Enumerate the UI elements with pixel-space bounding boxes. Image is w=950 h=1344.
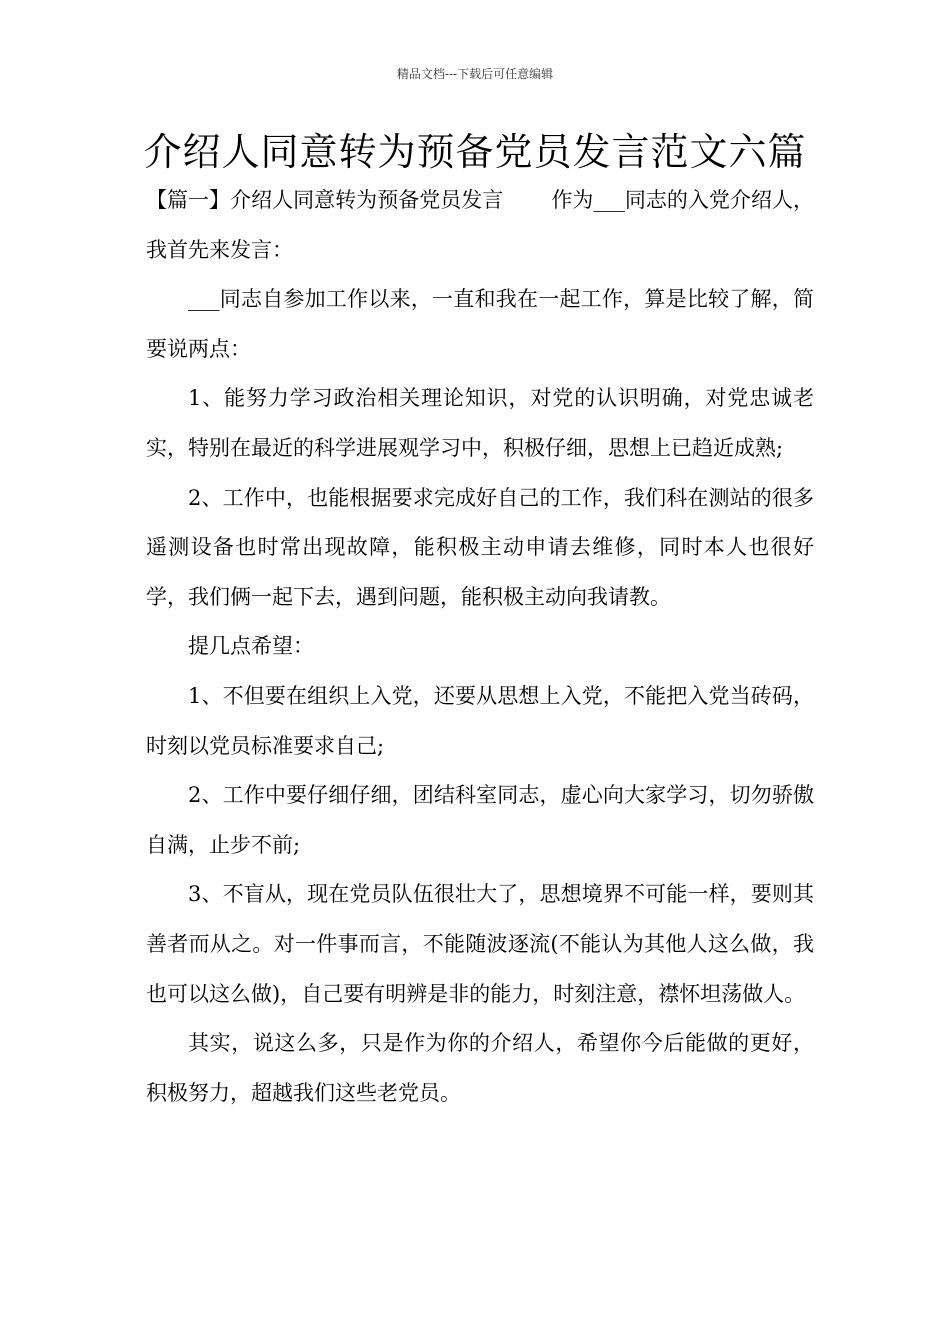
page-header-note: 精品文档---下载后可任意编辑 [396, 67, 554, 81]
paragraph: 3、不盲从，现在党员队伍很壮大了，思想境界不可能一样，要则其善者而从之。对一件事而言，不能随波逐流(不能认为其他人这么做，我也可以这么做)，自己要有明辨是非的能力，时刻注意，襟怀坦荡做人。 [146, 882, 814, 1006]
paragraph: ___同志自参加工作以来，一直和我在一起工作，算是比较了解，简要说两点： [146, 287, 814, 361]
paragraph: 其实，说这么多，只是作为你的介绍人，希望你今后能做的更好，积极努力，超越我们这些老党员。 [146, 1031, 814, 1105]
paragraph: 1、能努力学习政治相关理论知识，对党的认识明确，对党忠诚老实，特别在最近的科学进展观学习中，积极仔细，思想上已趋近成熟; [146, 386, 814, 460]
paragraph: 2、工作中，也能根据要求完成好自己的工作，我们科在测站的很多遥测设备也时常出现故障，能积极主动申请去维修，同时本人也很好学，我们俩一起下去，遇到问题，能积极主动向我请教。 [146, 485, 814, 609]
section-intro-paragraph [146, 176, 814, 275]
paragraph: 2、工作中要仔细仔细，团结科室同志，虚心向大家学习，切勿骄傲自满，止步不前; [146, 783, 814, 857]
paragraph: 提几点希望： [188, 634, 314, 659]
document-body [146, 176, 814, 1118]
section-intro-text: 作为___同志的入党介绍人，我首先来发言： [146, 188, 815, 262]
section-label: 【篇一】介绍人同意转为预备党员发言 [146, 188, 504, 212]
paragraph: 1、不但要在组织上入党，还要从思想上入党，不能把入党当砖码，时刻以党员标准要求自己; [146, 683, 814, 758]
document-title: 介绍人同意转为预备党员发言范文六篇 [143, 130, 807, 174]
